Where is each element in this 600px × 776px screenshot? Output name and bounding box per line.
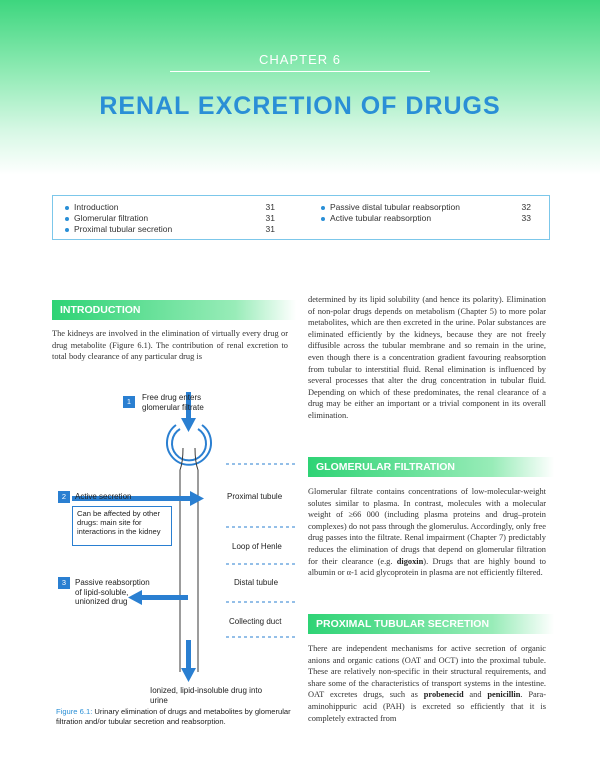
contents-item[interactable]: Passive distal tubular reabsorption 32 [321, 202, 531, 213]
proximal-paragraph: There are independent mechanisms for active secretion of organic anions and organic cations (OAT and OCT) into the proximal tubule. These are relatively non-specific in their structural requirements, and share some of the characteristics of transport systems in the intestine. OAT excretes drugs, such as probenecid and penicillin. Para-aminohippuric acid (PAH) is excreted so efficiently that it is completely extracted from [308, 644, 546, 723]
step-2-marker: 2 [58, 491, 70, 503]
label-proximal-tubule: Proximal tubule [227, 492, 283, 501]
step-3-label: Passive reabsorption of lipid-soluble, unionized drug [75, 578, 150, 606]
section-heading-glomerular-filtration: GLOMERULAR FILTRATION [308, 457, 554, 477]
step-2-label: Active secretion [75, 492, 132, 501]
drug-name: probenecid [423, 690, 464, 700]
interaction-note-box: Can be affected by other drugs: main site for interactions in the kidney [72, 506, 172, 546]
urine-label: Ionized, lipid-insoluble drug into urine [150, 686, 263, 705]
intro-paragraph-continued: determined by its lipid solubility (and hence its polarity). Elimination of non-polar drugs depends on metabolism (Chapter 5) to more polar metabolites, which are then excreted in the urine. Polar substances are eliminated efficiently by the kidneys, because they are not freely diffusible across the tubular membrane and so remain in the urine, even though there is a concentration gradient favouring reabsorption from tubular to interstitial fluid. Renal elimination is influenced by several processes that alter the drug concentration in tubular fluid. Depending on which of these predominates, the renal clearance of a drug may be either an important or a trivial component in its overall elimination. [308, 295, 546, 420]
glomerular-paragraph: Glomerular filtrate contains concentrations of low-molecular-weight solutes similar to plasma. In contrast, molecules with a molecular weight of ≥66 000 (including plasma proteins and drug–protein complexes) do not pass through the glomerulus. Accordingly, only free drug passes into the filtrate. Renal impairment (Chapter 7) predictably reduces the elimination of drugs that depend on glomerular filtration for their clearance (e.g. digoxin). Drugs that are highly bound to albumin or α-1 acid glycoprotein in plasma are not efficiently filtered. [308, 487, 546, 578]
section-heading-introduction: INTRODUCTION [52, 300, 296, 320]
contents-item[interactable]: Active tubular reabsorption 33 [321, 213, 531, 224]
drug-name: penicillin [487, 690, 521, 700]
section-heading-proximal-secretion: PROXIMAL TUBULAR SECRETION [308, 614, 554, 634]
tubule-walls [180, 448, 198, 672]
contents-item[interactable]: Proximal tubular secretion 31 [65, 224, 275, 235]
contents-item[interactable]: Introduction 31 [65, 202, 275, 213]
label-distal-tubule: Distal tubule [234, 578, 279, 587]
step-1-label: Free drug enters glomerular filtrate [142, 393, 204, 412]
label-collecting-duct: Collecting duct [229, 617, 282, 626]
label-loop-of-henle: Loop of Henle [232, 542, 282, 551]
intro-paragraph: The kidneys are involved in the elimination of virtually every drug or drug metabolite (Figure 6.1). The contribution of renal excretion to total body clearance of any particular drug is [52, 329, 288, 362]
figure-caption: Figure 6.1: Urinary elimination of drugs and metabolites by glomerular filtration and/or tubular secretion and reabsorption. [56, 707, 291, 726]
urine-arrow [181, 640, 196, 682]
contents-item[interactable]: Glomerular filtration 31 [65, 213, 275, 224]
step-1-marker: 1 [123, 396, 135, 408]
chapter-number: CHAPTER 6 [259, 52, 341, 67]
drug-name: digoxin [396, 556, 424, 566]
step-3-marker: 3 [58, 577, 70, 589]
chapter-title: RENAL EXCRETION OF DRUGS [99, 92, 501, 120]
